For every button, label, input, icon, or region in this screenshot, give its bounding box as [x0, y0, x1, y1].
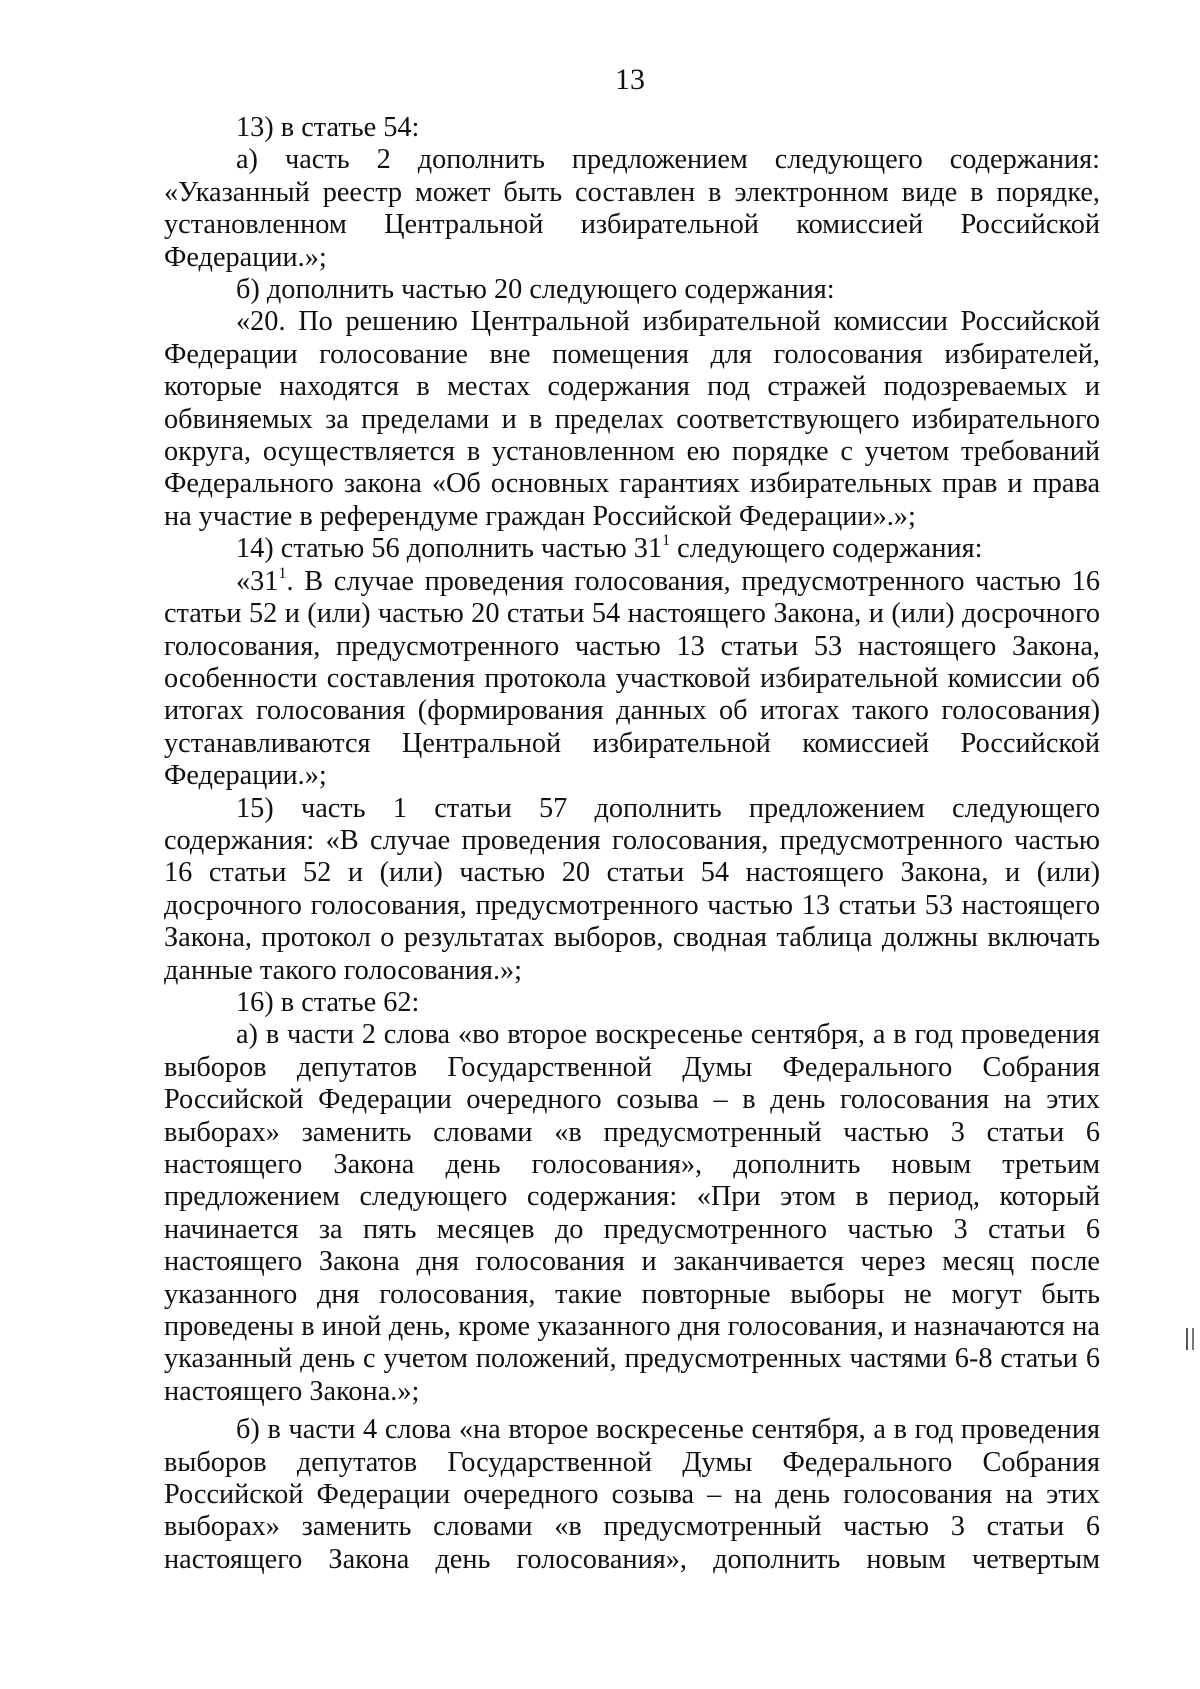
part-31-1-text [164, 566, 1100, 793]
document-body [164, 112, 1100, 1576]
part-31-1-body: . В случае проведения голосования, предусмотренного частью 16 статьи 52 и (или) частью 20 статьи 54 настоящего Закона, и (или) досрочного голосования, предусмотренного частью 13 статьи 53 настоящего Закона, особенности составления протокола участковой избирательной комиссии об итогах голосования (формирования данных об итогах такого голосования) устанавливаются Центральной избирательной комиссией Российской Федерации.»; [164, 565, 1100, 792]
item-14-text-start: 14) статью 56 дополнить частью 31 [236, 533, 663, 565]
item-13a-paragraph: а) часть 2 дополнить предложением следующего содержания: «Указанный реестр может быть составлен в электронном виде в порядке, установленном Центральной избирательной комиссией Российской Федерации.»; [164, 144, 1100, 273]
item-15-paragraph: 15) часть 1 статьи 57 дополнить предложением следующего содержания: «В случае проведения голосования, предусмотренного частью 16 статьи 52 и (или) частью 20 статьи 54 настоящего Закона, и (или) досрочного голосования, предусмотренного частью 13 статьи 53 настоящего Закона, протокол о результатах выборов, сводная таблица должны включать данные такого голосования.»; [164, 792, 1100, 986]
part-20-text: «20. По решению Центральной избирательной комиссии Российской Федерации голосование вне помещения для голосования избирателей, которые находятся в местах содержания под стражей подозреваемых и обвиняемых за пределами и в пределах соответствующего избирательного округа, осуществляется в установленном ею порядке с учетом требований Федерального закона «Об основных гарантиях избирательных прав и права на участие в референдуме граждан Российской Федерации».»; [164, 306, 1100, 532]
item-13b-paragraph: б) дополнить частью 20 следующего содержания: [236, 274, 835, 306]
scan-margin-mark [1186, 1328, 1194, 1350]
item-14-superscript: 1 [662, 532, 671, 550]
page-number: 13 [615, 63, 645, 96]
item-16b-paragraph: б) в части 4 слова «на второе воскресенье сентября, а в год проведения выборов депутатов Государственной Думы Федерального Собрания Российской Федерации очередного созыва – на день голосования на этих выборах» заменить словами «в предусмотренный частью 3 статьи 6 настоящего Закона день голосования», дополнить новым четвертым [164, 1414, 1100, 1575]
part-31-1-number: «31 [236, 565, 279, 597]
item-13-heading: 13) в статье 54: [236, 112, 420, 143]
part-31-1-superscript: 1 [278, 564, 287, 582]
item-14-heading [164, 533, 1100, 565]
item-16a-paragraph: а) в части 2 слова «во второе воскресенье сентября, а в год проведения выборов депутатов Государственной Думы Федерального Собрания Российской Федерации очередного созыва – в день голосования на этих выборах» заменить словами «в предусмотренный частью 3 статьи 6 настоящего Закона день голосования», дополнить новым третьим предложением следующего содержания: «При этом в период, который начинается за пять месяцев до предусмотренного частью 3 статьи 6 настоящего Закона дня голосования и заканчивается через месяц после указанного дня голосования, такие повторные выборы не могут быть проведены в иной день, кроме указанного дня голосования, и назначаются на указанный день с учетом положений, предусмотренных частями 6-8 статьи 6 настоящего Закона.»; [164, 1019, 1100, 1407]
item-16-heading: 16) в статье 62: [236, 986, 420, 1018]
item-14-text-end: следующего содержания: [670, 533, 983, 565]
